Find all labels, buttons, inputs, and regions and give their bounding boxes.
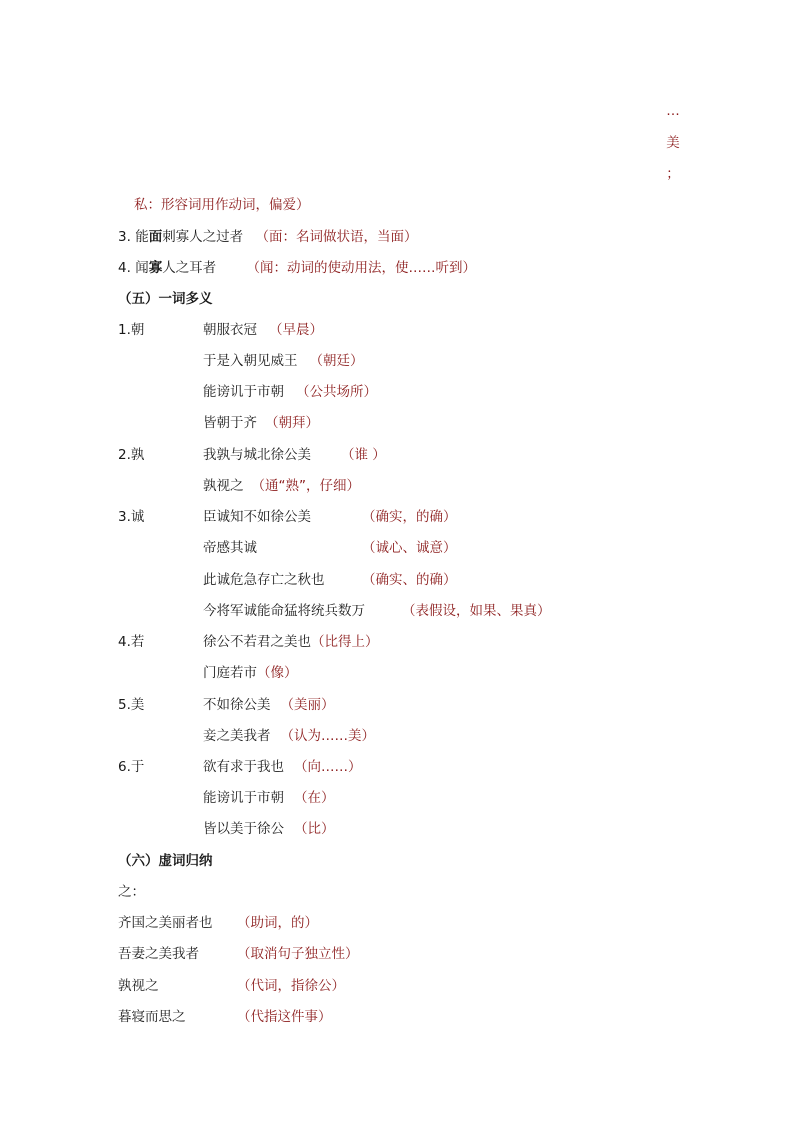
group-head-cheng: 3.诚 bbox=[118, 509, 145, 525]
note-line-3-post: 刺寡人之过者 bbox=[162, 229, 244, 245]
entry-line bbox=[203, 696, 335, 714]
entry-text: 今将军诚能命猛将统兵数万 bbox=[203, 603, 365, 619]
entry-text: 我孰与城北徐公美 bbox=[203, 447, 311, 463]
entry-text: 朝服衣冠 bbox=[203, 322, 257, 338]
function-word-zhi: 之： bbox=[118, 884, 145, 900]
note-line-3 bbox=[118, 228, 417, 246]
group-head-ruo: 4.若 bbox=[118, 634, 145, 650]
entry-text: 门庭若市 bbox=[203, 665, 257, 681]
group-head-yu: 6.于 bbox=[118, 759, 145, 775]
note-line-4-bold: 寡 bbox=[148, 260, 163, 276]
entry-text: 孰视之 bbox=[118, 978, 159, 994]
vertical-char-mei: 美 bbox=[666, 135, 680, 151]
entry-text: 能谤讥于市朝 bbox=[203, 384, 284, 400]
vertical-semicolon: ； bbox=[666, 166, 680, 182]
entry-line bbox=[203, 664, 298, 682]
group-head-chao: 1.朝 bbox=[118, 322, 145, 338]
note-line-4-post: 人之耳者 bbox=[162, 260, 217, 276]
note-line-4-explanation: （闻：动词的使动用法，使……听到） bbox=[246, 260, 476, 276]
entry-note: （代指这件事） bbox=[237, 1009, 332, 1025]
entry-note: （确实、的确） bbox=[362, 572, 457, 588]
group-head-mei: 5.美 bbox=[118, 697, 145, 713]
entry-note: （确实，的确） bbox=[362, 509, 457, 525]
entry-text: 徐公不若君之美也 bbox=[203, 634, 311, 650]
entry-line bbox=[203, 539, 257, 557]
note-line-4-number: 4. bbox=[118, 260, 131, 276]
entry-text: 不如徐公美 bbox=[203, 697, 271, 713]
entry-text: 臣诚知不如徐公美 bbox=[203, 509, 311, 525]
entry-line bbox=[203, 727, 375, 745]
entry-text: 能谤讥于市朝 bbox=[203, 790, 284, 806]
group-head-shu: 2.孰 bbox=[118, 447, 145, 463]
entry-note: （取消句子独立性） bbox=[237, 946, 359, 962]
note-line-3-explanation: （面：名词做状语，当面） bbox=[255, 229, 418, 245]
entry-text: 妾之美我者 bbox=[203, 728, 271, 744]
entry-note: （公共场所） bbox=[296, 384, 377, 400]
entry-note: （早晨） bbox=[269, 322, 323, 338]
entry-line bbox=[203, 508, 311, 526]
note-line-3-pre: 能 bbox=[135, 229, 149, 245]
entry-text: 此诚危急存亡之秋也 bbox=[203, 572, 325, 588]
entry-note: （代词，指徐公） bbox=[237, 978, 345, 994]
entry-line bbox=[203, 383, 377, 401]
entry-note: （在） bbox=[294, 790, 335, 806]
entry-note: （通“熟”，仔细） bbox=[251, 478, 360, 494]
entry-note: （认为……美） bbox=[280, 728, 375, 744]
entry-note: （谁 ） bbox=[341, 447, 386, 463]
entry-text: 皆朝于齐 bbox=[203, 415, 257, 431]
entry-note: （向……） bbox=[294, 759, 362, 775]
entry-line bbox=[203, 477, 360, 495]
note-si-line: 私：形容词用作动词，偏爱） bbox=[134, 197, 310, 213]
entry-line bbox=[203, 352, 364, 370]
vertical-ellipsis: … bbox=[666, 103, 680, 119]
entry-note: （朝拜） bbox=[265, 415, 319, 431]
entry-text: 皆以美于徐公 bbox=[203, 821, 284, 837]
note-line-3-number: 3. bbox=[118, 229, 131, 245]
entry-line bbox=[203, 321, 323, 339]
entry-line bbox=[203, 633, 379, 651]
entry-note: （助词，的） bbox=[237, 915, 318, 931]
entry-line bbox=[203, 820, 335, 838]
entry-text: 欲有求于我也 bbox=[203, 759, 284, 775]
entry-line bbox=[203, 758, 362, 776]
section-6-title: （六）虚词归纳 bbox=[118, 853, 213, 869]
entry-note: （比得上） bbox=[311, 634, 379, 650]
entry-note: （诚心、诚意） bbox=[362, 540, 457, 556]
note-line-4 bbox=[118, 259, 476, 277]
entry-text: 于是入朝见威王 bbox=[203, 353, 298, 369]
entry-note: （朝廷） bbox=[309, 353, 364, 369]
entry-text: 暮寝而思之 bbox=[118, 1009, 186, 1025]
entry-line bbox=[203, 789, 335, 807]
entry-text: 齐国之美丽者也 bbox=[118, 915, 213, 931]
entry-note: （比） bbox=[294, 821, 335, 837]
entry-text: 帝感其诚 bbox=[203, 540, 257, 556]
entry-note: （表假设，如果、果真） bbox=[402, 603, 551, 619]
section-5-title: （五）一词多义 bbox=[118, 291, 213, 307]
note-line-4-pre: 闻 bbox=[135, 260, 149, 276]
entry-note: （美丽） bbox=[280, 697, 335, 713]
entry-line bbox=[203, 571, 325, 589]
entry-line bbox=[203, 602, 365, 620]
entry-text: 孰视之 bbox=[203, 478, 244, 494]
entry-text: 吾妻之美我者 bbox=[118, 946, 199, 962]
entry-line bbox=[203, 446, 386, 464]
entry-line bbox=[203, 414, 319, 432]
note-line-3-bold: 面 bbox=[148, 229, 163, 245]
entry-note: （像） bbox=[257, 665, 298, 681]
